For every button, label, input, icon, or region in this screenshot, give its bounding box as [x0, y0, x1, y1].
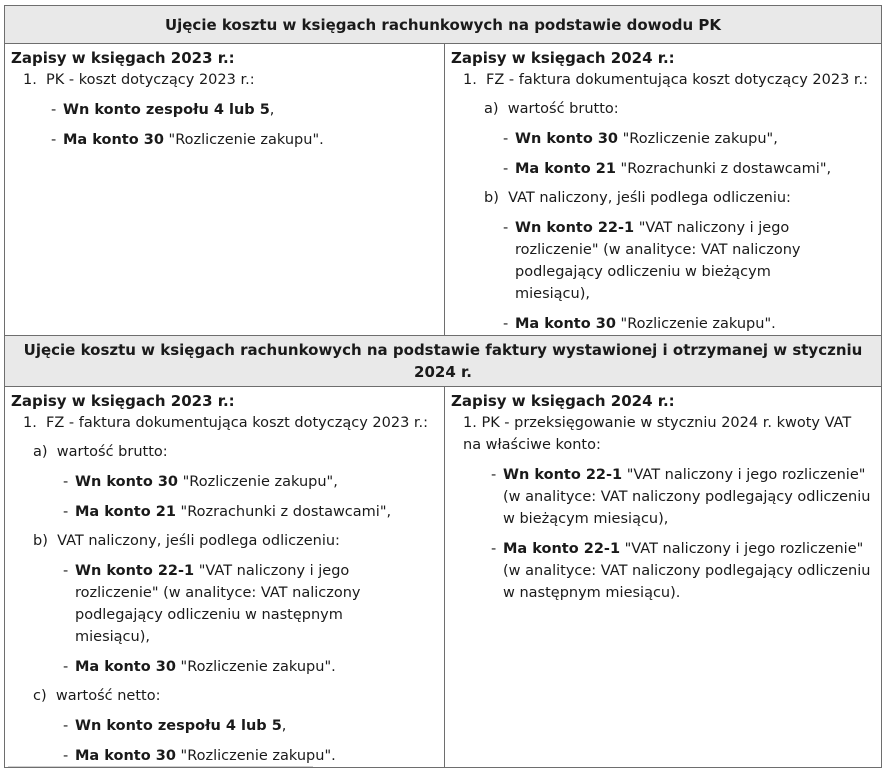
entry-debit: - Wn konto 30 "Rozliczenie zakupu", [61, 471, 438, 493]
list-item: 1. FZ - faktura dokumentująca koszt dotyczący 2023 r.: [23, 415, 429, 431]
list-item: 1. PK - koszt dotyczący 2023 r.: [23, 72, 255, 88]
entry-debit: - Wn konto 22-1 "VAT naliczony i jego rozliczenie" (w analityce: VAT naliczony podlegający odliczeniu w bieżącym miesiącu), [501, 217, 845, 305]
accounting-table [4, 5, 882, 768]
column-title: Zapisy w księgach 2024 r.: [451, 49, 675, 67]
section-heading: Ujęcie kosztu w księgach rachunkowych na podstawie dowodu PK [5, 6, 882, 44]
section-heading: Ujęcie kosztu w księgach rachunkowych na podstawie faktury wystawionej i otrzymanej w styczniu 2024 r. [5, 336, 882, 387]
entry-credit: - Ma konto 30 "Rozliczenie zakupu". [501, 313, 875, 335]
entry-debit: - Wn konto zespołu 4 lub 5, [61, 715, 438, 737]
sub-item-b: b) VAT naliczony, jeśli podlega odliczeniu: [33, 533, 340, 549]
column-title: Zapisy w księgach 2024 r.: [451, 392, 675, 410]
list-item: 1. PK - przeksięgowanie w styczniu 2024 r. kwoty VAT na właściwe konto: [463, 415, 852, 453]
entry-credit: - Ma konto 21 "Rozrachunki z dostawcami", [61, 501, 438, 523]
column-title: Zapisy w księgach 2023 r.: [11, 392, 235, 410]
entry-debit: - Wn konto 30 "Rozliczenie zakupu", [501, 128, 875, 150]
sub-item-b: b) VAT naliczony, jeśli podlega odliczeniu: [484, 190, 791, 206]
entry-credit: - Ma konto 30 "Rozliczenie zakupu". [49, 129, 438, 151]
sub-item-c: c) wartość netto: [33, 688, 161, 704]
cell-2023-fz [5, 387, 445, 768]
entry-debit: - Wn konto 22-1 "VAT naliczony i jego rozliczenie" (w analityce: VAT naliczony podlegający odliczeniu w następnym miesiącu), [61, 560, 405, 648]
entry-credit: - Ma konto 30 "Rozliczenie zakupu". [61, 656, 438, 678]
sub-item-a: a) wartość brutto: [33, 444, 168, 460]
column-title: Zapisy w księgach 2023 r.: [11, 49, 235, 67]
sub-item-a: a) wartość brutto: [484, 101, 619, 117]
cell-2024-pk [445, 387, 882, 768]
cell-2023-pk [5, 44, 445, 336]
list-item: 1. FZ - faktura dokumentująca koszt dotyczący 2023 r.: [463, 72, 869, 88]
divider [8, 766, 313, 767]
cell-2024-fz [445, 44, 882, 336]
entry-debit: - Wn konto zespołu 4 lub 5, [49, 99, 438, 121]
entry-credit: - Ma konto 21 "Rozrachunki z dostawcami", [501, 158, 875, 180]
entry-debit: - Wn konto 22-1 "VAT naliczony i jego rozliczenie" (w analityce: VAT naliczony podlegający odliczeniu w bieżącym miesiącu), [489, 464, 873, 530]
entry-credit: - Ma konto 30 "Rozliczenie zakupu". [61, 745, 438, 767]
entry-credit: - Ma konto 22-1 "VAT naliczony i jego rozliczenie" (w analityce: VAT naliczony podlegający odliczeniu w następnym miesiącu). [489, 538, 873, 604]
